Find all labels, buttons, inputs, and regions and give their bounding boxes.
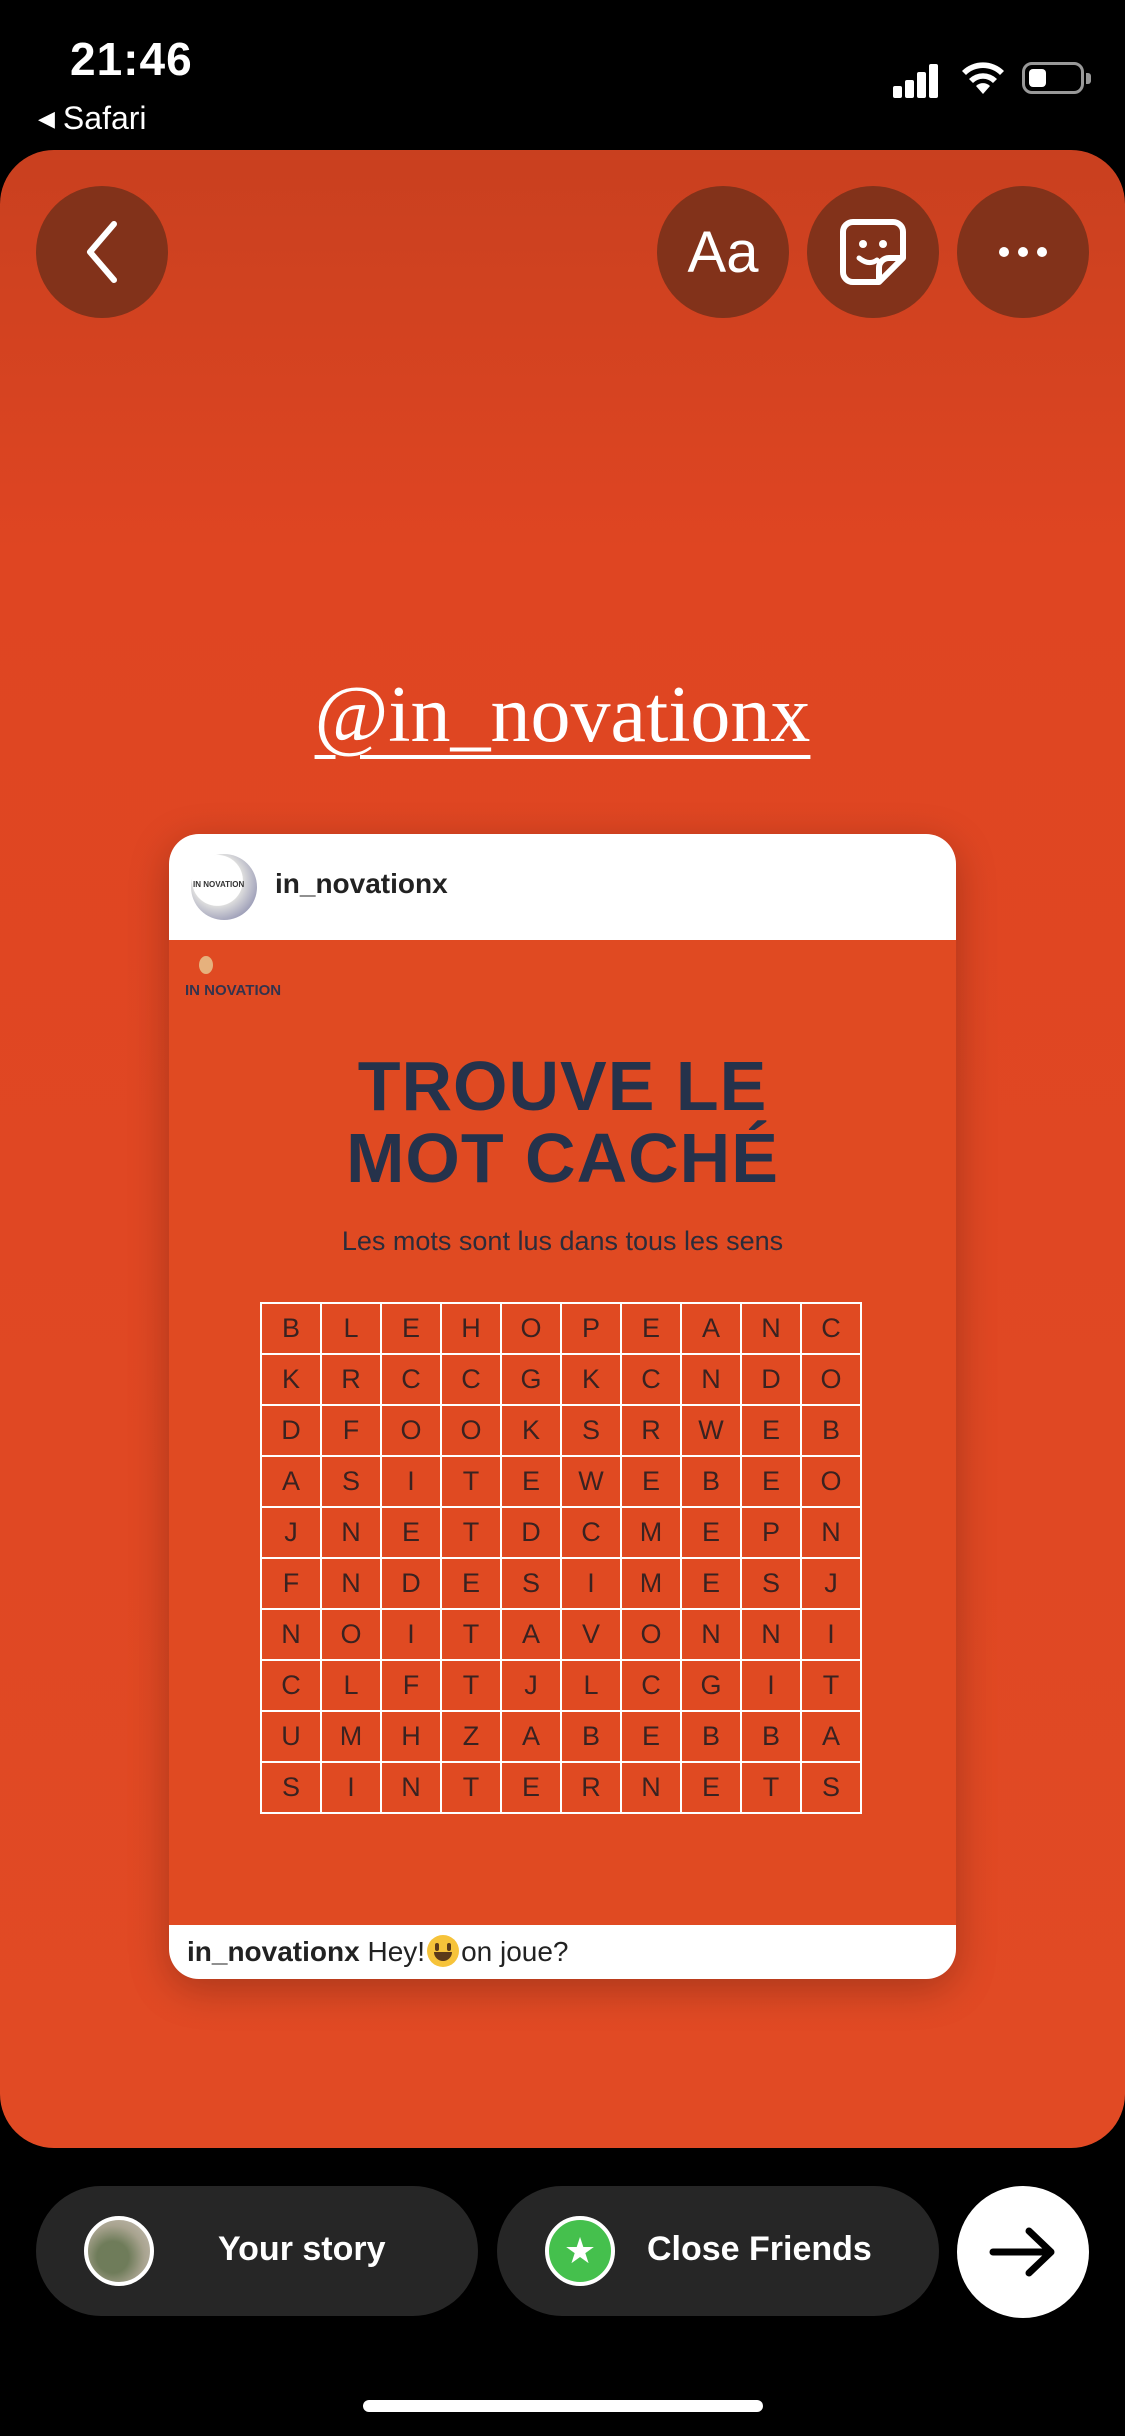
grid-cell: E — [741, 1456, 801, 1507]
grid-cell: F — [321, 1405, 381, 1456]
grid-cell: E — [741, 1405, 801, 1456]
your-story-button[interactable] — [36, 2186, 478, 2316]
grid-cell: E — [501, 1762, 561, 1813]
post-username: in_novationx — [275, 868, 448, 899]
sticker-button[interactable] — [807, 186, 939, 318]
share-bar — [0, 2148, 1125, 2436]
grid-cell: E — [441, 1558, 501, 1609]
grid-cell: K — [561, 1354, 621, 1405]
back-app-label: Safari — [62, 100, 147, 136]
cellular-signal-icon — [893, 62, 937, 98]
grid-cell: J — [261, 1507, 321, 1558]
grid-cell: A — [501, 1711, 561, 1762]
caption-username: in_novationx — [187, 1936, 360, 1967]
grid-cell: I — [741, 1660, 801, 1711]
grid-cell: B — [801, 1405, 861, 1456]
grid-cell: S — [561, 1405, 621, 1456]
text-tool-button[interactable] — [657, 186, 789, 318]
grid-cell: S — [801, 1762, 861, 1813]
text-tool-label: Aa — [687, 219, 759, 285]
mention-text: @in_novationx — [314, 671, 811, 759]
grid-cell: B — [741, 1711, 801, 1762]
grid-cell: I — [801, 1609, 861, 1660]
grid-row — [261, 1507, 861, 1558]
avatar: IN NOVATION — [191, 854, 257, 920]
lightbulb-icon — [199, 956, 213, 974]
caption-text-after: on joue? — [461, 1936, 569, 1967]
grid-cell: K — [501, 1405, 561, 1456]
grid-cell: N — [741, 1609, 801, 1660]
grid-cell: W — [561, 1456, 621, 1507]
grid-row — [261, 1405, 861, 1456]
grid-cell: E — [621, 1711, 681, 1762]
grid-cell: C — [801, 1303, 861, 1354]
grid-cell: E — [681, 1507, 741, 1558]
grid-row — [261, 1558, 861, 1609]
grid-cell: T — [441, 1456, 501, 1507]
grid-cell: A — [261, 1456, 321, 1507]
grid-cell: N — [381, 1762, 441, 1813]
grid-cell: O — [381, 1405, 441, 1456]
grid-cell: M — [621, 1558, 681, 1609]
post-image — [169, 940, 956, 1925]
grid-cell: D — [381, 1558, 441, 1609]
grid-cell: H — [441, 1303, 501, 1354]
sticker-icon — [839, 218, 907, 286]
your-story-avatar — [84, 2216, 154, 2286]
headline-line-2: MOT CACHÉ — [346, 1119, 779, 1197]
close-friends-label: Close Friends — [647, 2230, 872, 2268]
word-search-grid — [260, 1302, 862, 1814]
grid-cell: M — [321, 1711, 381, 1762]
grid-cell: I — [321, 1762, 381, 1813]
grid-cell: S — [501, 1558, 561, 1609]
grid-cell: E — [381, 1303, 441, 1354]
story-editor-canvas — [0, 150, 1125, 2148]
arrow-right-icon — [989, 2227, 1057, 2277]
grid-cell: P — [741, 1507, 801, 1558]
grid-cell: E — [681, 1558, 741, 1609]
grid-cell: A — [801, 1711, 861, 1762]
grid-cell: G — [681, 1660, 741, 1711]
grid-cell: C — [561, 1507, 621, 1558]
home-indicator[interactable] — [363, 2400, 763, 2412]
grid-cell: C — [261, 1660, 321, 1711]
clock: 21:46 — [70, 33, 193, 85]
grid-cell: N — [801, 1507, 861, 1558]
grid-cell: V — [561, 1609, 621, 1660]
grid-row — [261, 1660, 861, 1711]
grid-cell: S — [741, 1558, 801, 1609]
grid-cell: S — [321, 1456, 381, 1507]
grid-cell: L — [321, 1303, 381, 1354]
shared-post-card[interactable] — [169, 834, 956, 1979]
grid-cell: T — [441, 1660, 501, 1711]
grid-cell: L — [321, 1660, 381, 1711]
caption-text-before: Hey! — [367, 1936, 426, 1967]
grid-cell: D — [261, 1405, 321, 1456]
grid-cell: O — [441, 1405, 501, 1456]
star-icon: ★ — [545, 2216, 615, 2286]
grid-cell: J — [801, 1558, 861, 1609]
grid-cell: I — [381, 1456, 441, 1507]
grid-cell: B — [681, 1456, 741, 1507]
grid-cell: A — [681, 1303, 741, 1354]
grid-cell: N — [261, 1609, 321, 1660]
grid-cell: H — [381, 1711, 441, 1762]
grinning-emoji-icon — [427, 1935, 459, 1967]
grid-cell: M — [621, 1507, 681, 1558]
grid-cell: B — [261, 1303, 321, 1354]
grid-cell: R — [561, 1762, 621, 1813]
grid-cell: O — [321, 1609, 381, 1660]
grid-cell: N — [621, 1762, 681, 1813]
grid-cell: P — [561, 1303, 621, 1354]
grid-cell: T — [741, 1762, 801, 1813]
ellipsis-icon — [998, 246, 1048, 258]
grid-row — [261, 1711, 861, 1762]
grid-cell: C — [621, 1660, 681, 1711]
post-caption — [169, 1925, 956, 1979]
grid-cell: E — [501, 1456, 561, 1507]
grid-row — [261, 1303, 861, 1354]
back-triangle-icon: ◀ — [38, 106, 55, 131]
grid-cell: O — [801, 1354, 861, 1405]
status-bar — [0, 0, 1125, 150]
headline-line-1: TROUVE LE — [357, 1047, 768, 1125]
grid-cell: T — [441, 1507, 501, 1558]
grid-cell: G — [501, 1354, 561, 1405]
grid-cell: C — [381, 1354, 441, 1405]
grid-cell: I — [561, 1558, 621, 1609]
grid-cell: F — [261, 1558, 321, 1609]
grid-cell: I — [381, 1609, 441, 1660]
grid-cell: S — [261, 1762, 321, 1813]
battery-icon — [1022, 62, 1084, 94]
grid-cell: F — [381, 1660, 441, 1711]
grid-cell: E — [621, 1456, 681, 1507]
grid-cell: C — [621, 1354, 681, 1405]
grid-cell: R — [621, 1405, 681, 1456]
grid-cell: C — [441, 1354, 501, 1405]
grid-cell: J — [501, 1660, 561, 1711]
grid-cell: O — [501, 1303, 561, 1354]
grid-cell: R — [321, 1354, 381, 1405]
grid-cell: D — [501, 1507, 561, 1558]
grid-cell: B — [681, 1711, 741, 1762]
grid-cell: K — [261, 1354, 321, 1405]
grid-cell: E — [621, 1303, 681, 1354]
post-subtitle: Les mots sont lus dans tous les sens — [341, 1226, 784, 1256]
more-options-button[interactable] — [957, 186, 1089, 318]
grid-cell: N — [741, 1303, 801, 1354]
back-to-app-link[interactable] — [38, 100, 147, 137]
grid-row — [261, 1762, 861, 1813]
grid-cell: A — [501, 1609, 561, 1660]
grid-cell: T — [441, 1609, 501, 1660]
grid-cell: L — [561, 1660, 621, 1711]
grid-cell: U — [261, 1711, 321, 1762]
grid-row — [261, 1456, 861, 1507]
grid-cell: E — [381, 1507, 441, 1558]
logo-text: IN NOVATION — [185, 982, 282, 999]
grid-cell: N — [321, 1507, 381, 1558]
grid-cell: B — [561, 1711, 621, 1762]
grid-cell: O — [621, 1609, 681, 1660]
grid-cell: T — [801, 1660, 861, 1711]
wifi-icon — [960, 58, 1006, 96]
grid-cell: E — [681, 1762, 741, 1813]
chevron-left-icon — [82, 220, 122, 284]
grid-cell: D — [741, 1354, 801, 1405]
your-story-label: Your story — [218, 2230, 386, 2268]
grid-cell: T — [441, 1762, 501, 1813]
back-button[interactable] — [36, 186, 168, 318]
grid-cell: W — [681, 1405, 741, 1456]
mention-sticker[interactable] — [0, 670, 1125, 761]
grid-cell: Z — [441, 1711, 501, 1762]
close-friends-button[interactable] — [497, 2186, 939, 2316]
post-headline — [169, 1047, 956, 1197]
send-button[interactable] — [957, 2186, 1089, 2318]
grid-cell: N — [321, 1558, 381, 1609]
grid-row — [261, 1354, 861, 1405]
grid-cell: N — [681, 1354, 741, 1405]
post-header — [169, 834, 956, 940]
grid-cell: N — [681, 1609, 741, 1660]
grid-row — [261, 1609, 861, 1660]
grid-cell: O — [801, 1456, 861, 1507]
